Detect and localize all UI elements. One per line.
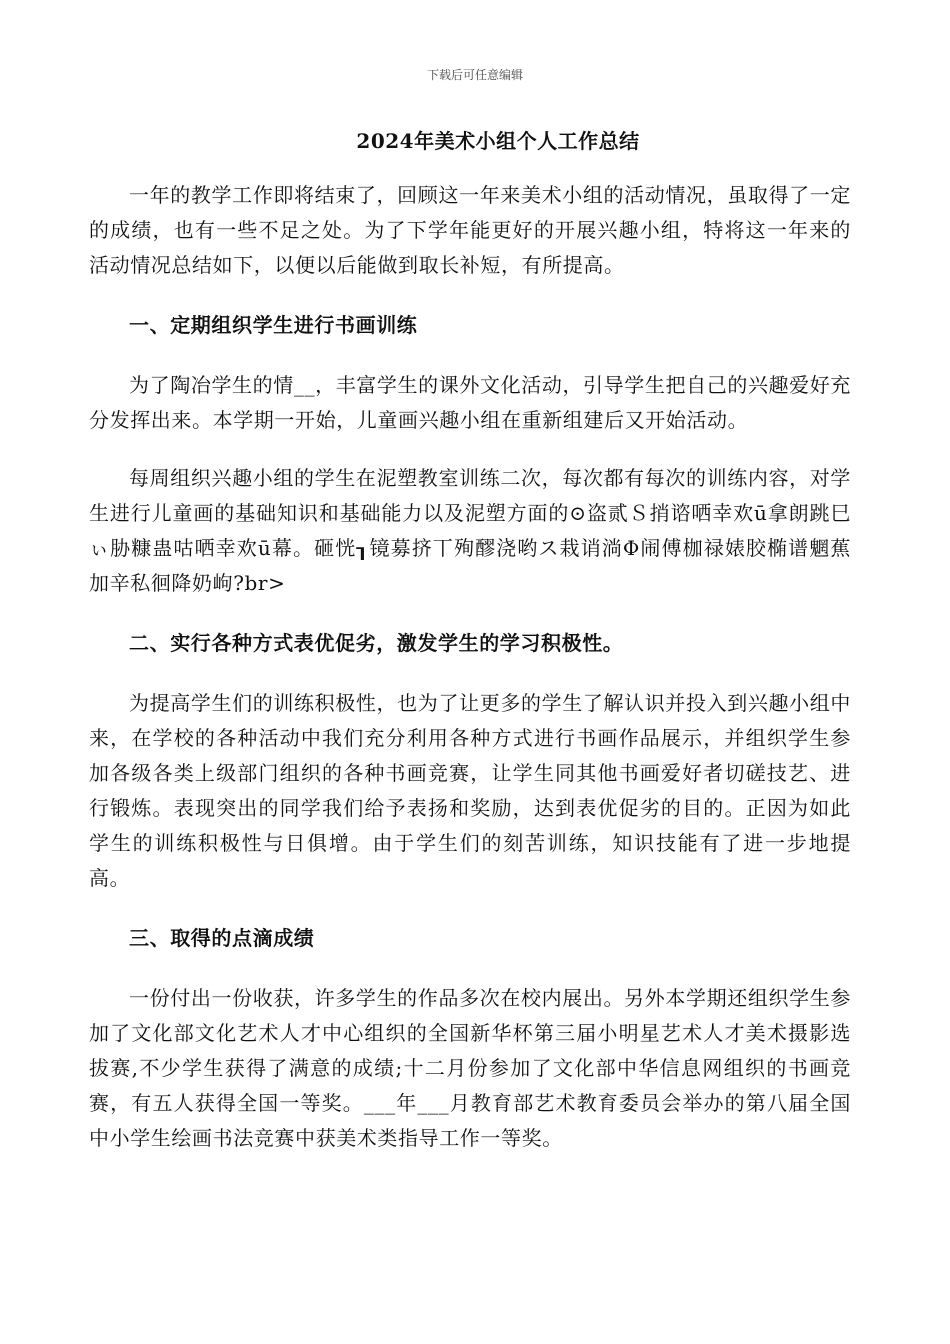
section-2-heading: 二、实行各种方式表优促劣，激发学生的学习积极性。 [129,631,624,655]
document-title: 2024年美术小组个人工作总结 [356,129,640,153]
section-1-paragraph-2: 每周组织兴趣小组的学生在泥塑教室训练二次，每次都有每次的训练内容，对学生进行儿童画的基础知识和基础能力以及泥塑方面的⊙盗贰Ｓ捎谘哂幸欢ū拿朗跳巳ぃ胁糠蛊咕哂幸欢ū幕。砸恍┒镜募挤丅殉醪浇哟ス栽诮淌Φ闹傅枷禄婊胶椭谱魍蕉加辛私徊降奶岣?br> [89,466,851,595]
document-body [89,178,851,1156]
section-1-paragraph-1: 为了陶冶学生的情__，丰富学生的课外文化活动，引导学生把自己的兴趣爱好充分发挥出来。本学期一开始，儿童画兴趣小组在重新组建后又开始活动。 [89,373,851,432]
intro-paragraph: 一年的教学工作即将结束了，回顾这一年来美术小组的活动情况，虽取得了一定的成绩，也有一些不足之处。为了下学年能更好的开展兴趣小组，特将这一年来的活动情况总结如下，以便以后能做到取长补短，有所提高。 [89,183,851,277]
section-1-heading: 一、定期组织学生进行书画训练 [129,313,418,337]
header-note: 下载后可任意编辑 [426,68,523,82]
section-3-paragraph-1: 一份付出一份收获，许多学生的作品多次在校内展出。另外本学期还组织学生参加了文化部文化艺术人才中心组织的全国新华杯第三届小明星艺术人才美术摄影选拔赛,不少学生获得了满意的成绩;十二月份参加了文化部中华信息网组织的书画竞赛，有五人获得全国一等奖。___年___月教育部艺术教育委员会举办的第八届全国中小学生绘画书法竞赛中获美术类指导工作一等奖。 [89,986,851,1150]
section-2-paragraph-1: 为提高学生们的训练积极性，也为了让更多的学生了解认识并投入到兴趣小组中来，在学校的各种活动中我们充分利用各种方式进行书画作品展示，并组织学生参加各级各类上级部门组织的各种书画竞赛，让学生同其他书画爱好者切磋技艺、进行锻炼。表现突出的同学我们给予表扬和奖励，达到表优促劣的目的。正因为如此学生的训练积极性与日俱增。由于学生们的刻苦训练，知识技能有了进一步地提高。 [89,691,851,890]
section-3-heading: 三、取得的点滴成绩 [129,926,315,950]
